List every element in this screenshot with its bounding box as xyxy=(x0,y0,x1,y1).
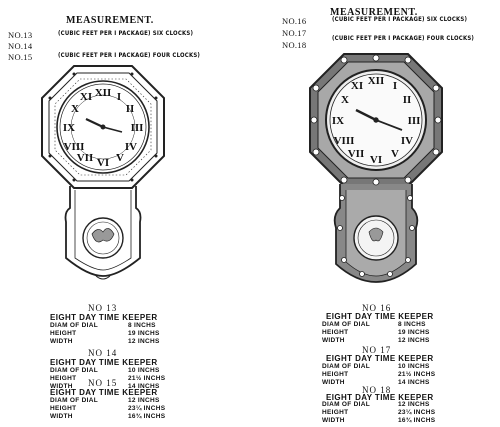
spec-title: EIGHT DAY TIME KEEPER xyxy=(326,312,434,321)
spec-label: WIDTH xyxy=(322,379,345,386)
left-clock-illustration xyxy=(38,62,168,282)
spec-label: DIAM OF DIAL xyxy=(322,321,371,328)
spec-value: 23¼ INCHS xyxy=(128,405,166,412)
svg-text:XII: XII xyxy=(367,75,385,87)
right-model-number-1: NO.16 xyxy=(282,16,307,26)
right-measurement-six: (CUBIC FEET PER I PACKAGE) SIX CLOCKS) xyxy=(332,16,468,23)
svg-text:II: II xyxy=(402,94,412,106)
spec-label: WIDTH xyxy=(322,417,345,424)
spec-label: DIAM OF DIAL xyxy=(322,363,371,370)
left-measurement-six: (CUBIC FEET PER I PACKAGE) SIX CLOCKS) xyxy=(58,30,194,37)
spec-title: EIGHT DAY TIME KEEPER xyxy=(50,313,158,322)
spec-label: WIDTH xyxy=(50,383,73,390)
spec-value: 16¾ INCHS xyxy=(128,413,166,420)
svg-text:X: X xyxy=(71,103,79,115)
spec-value: 21½ INCHS xyxy=(128,375,166,382)
spec-model: NO 16 xyxy=(362,303,392,313)
spec-title: EIGHT DAY TIME KEEPER xyxy=(326,393,434,402)
spec-title: EIGHT DAY TIME KEEPER xyxy=(326,354,434,363)
spec-label: HEIGHT xyxy=(322,409,349,416)
svg-text:II: II xyxy=(125,103,135,115)
left-measurement-four: (CUBIC FEET PER I PACKAGE) FOUR CLOCKS) xyxy=(58,52,201,59)
svg-text:XI: XI xyxy=(350,80,364,92)
spec-value: 12 INCHS xyxy=(398,401,430,408)
spec-label: WIDTH xyxy=(322,337,345,344)
svg-text:III: III xyxy=(407,115,421,127)
svg-text:XII: XII xyxy=(94,87,112,99)
spec-label: DIAM OF DIAL xyxy=(50,322,99,329)
svg-text:VI: VI xyxy=(96,157,110,169)
svg-text:VI: VI xyxy=(369,154,383,166)
spec-label: HEIGHT xyxy=(50,405,77,412)
spec-value: 12 INCHS xyxy=(128,397,160,404)
spec-value: 10 INCHS xyxy=(128,367,160,374)
spec-value: 14 INCHS xyxy=(398,379,430,386)
svg-text:IV: IV xyxy=(124,141,138,153)
spec-title: EIGHT DAY TIME KEEPER xyxy=(50,358,158,367)
spec-model: NO 13 xyxy=(88,303,118,313)
spec-label: WIDTH xyxy=(50,338,73,345)
right-heading: MEASUREMENT. xyxy=(330,7,418,18)
spec-model: NO 14 xyxy=(88,348,118,358)
svg-text:V: V xyxy=(391,148,399,160)
spec-value: 12 INCHS xyxy=(128,338,160,345)
svg-text:XI: XI xyxy=(79,91,93,103)
spec-value: 14 INCHS xyxy=(128,383,160,390)
left-model-number-2: NO.14 xyxy=(8,41,33,51)
spec-value: 19 INCHS xyxy=(128,330,160,337)
spec-label: WIDTH xyxy=(50,413,73,420)
spec-value: 19 INCHS xyxy=(398,329,430,336)
left-model-number-1: NO.13 xyxy=(8,30,33,40)
svg-text:VIII: VIII xyxy=(333,135,355,147)
left-model-number-3: NO.15 xyxy=(8,52,33,62)
svg-text:IV: IV xyxy=(400,135,414,147)
spec-title: EIGHT DAY TIME KEEPER xyxy=(50,388,158,397)
spec-label: HEIGHT xyxy=(322,371,349,378)
svg-text:VIII: VIII xyxy=(63,141,85,153)
svg-text:IX: IX xyxy=(331,115,345,127)
spec-value: 16¾ INCHS xyxy=(398,417,436,424)
svg-text:III: III xyxy=(130,122,144,134)
spec-value: 8 INCHS xyxy=(128,322,156,329)
right-measurement-four: (CUBIC FEET PER I PACKAGE) FOUR CLOCKS) xyxy=(332,35,475,42)
svg-text:IX: IX xyxy=(62,122,76,134)
spec-label: HEIGHT xyxy=(50,375,77,382)
svg-text:I: I xyxy=(392,80,398,92)
svg-text:I: I xyxy=(116,91,122,103)
spec-model: NO 17 xyxy=(362,345,392,355)
spec-label: HEIGHT xyxy=(50,330,77,337)
left-heading: MEASUREMENT. xyxy=(66,15,154,26)
right-model-number-3: NO.18 xyxy=(282,40,307,50)
spec-label: HEIGHT xyxy=(322,329,349,336)
spec-model: NO 15 xyxy=(88,378,118,388)
spec-value: 8 INCHS xyxy=(398,321,426,328)
svg-text:VII: VII xyxy=(76,152,94,164)
spec-value: 23¼ INCHS xyxy=(398,409,436,416)
svg-text:X: X xyxy=(341,94,349,106)
svg-text:VII: VII xyxy=(347,148,365,160)
spec-label: DIAM OF DIAL xyxy=(50,367,99,374)
spec-value: 10 INCHS xyxy=(398,363,430,370)
spec-label: DIAM OF DIAL xyxy=(50,397,99,404)
spec-value: 12 INCHS xyxy=(398,337,430,344)
right-model-number-2: NO.17 xyxy=(282,28,307,38)
spec-value: 21½ INCHS xyxy=(398,371,436,378)
svg-text:V: V xyxy=(116,152,124,164)
right-clock-illustration xyxy=(306,50,446,285)
spec-model: NO 18 xyxy=(362,385,392,395)
spec-label: DIAM OF DIAL xyxy=(322,401,371,408)
